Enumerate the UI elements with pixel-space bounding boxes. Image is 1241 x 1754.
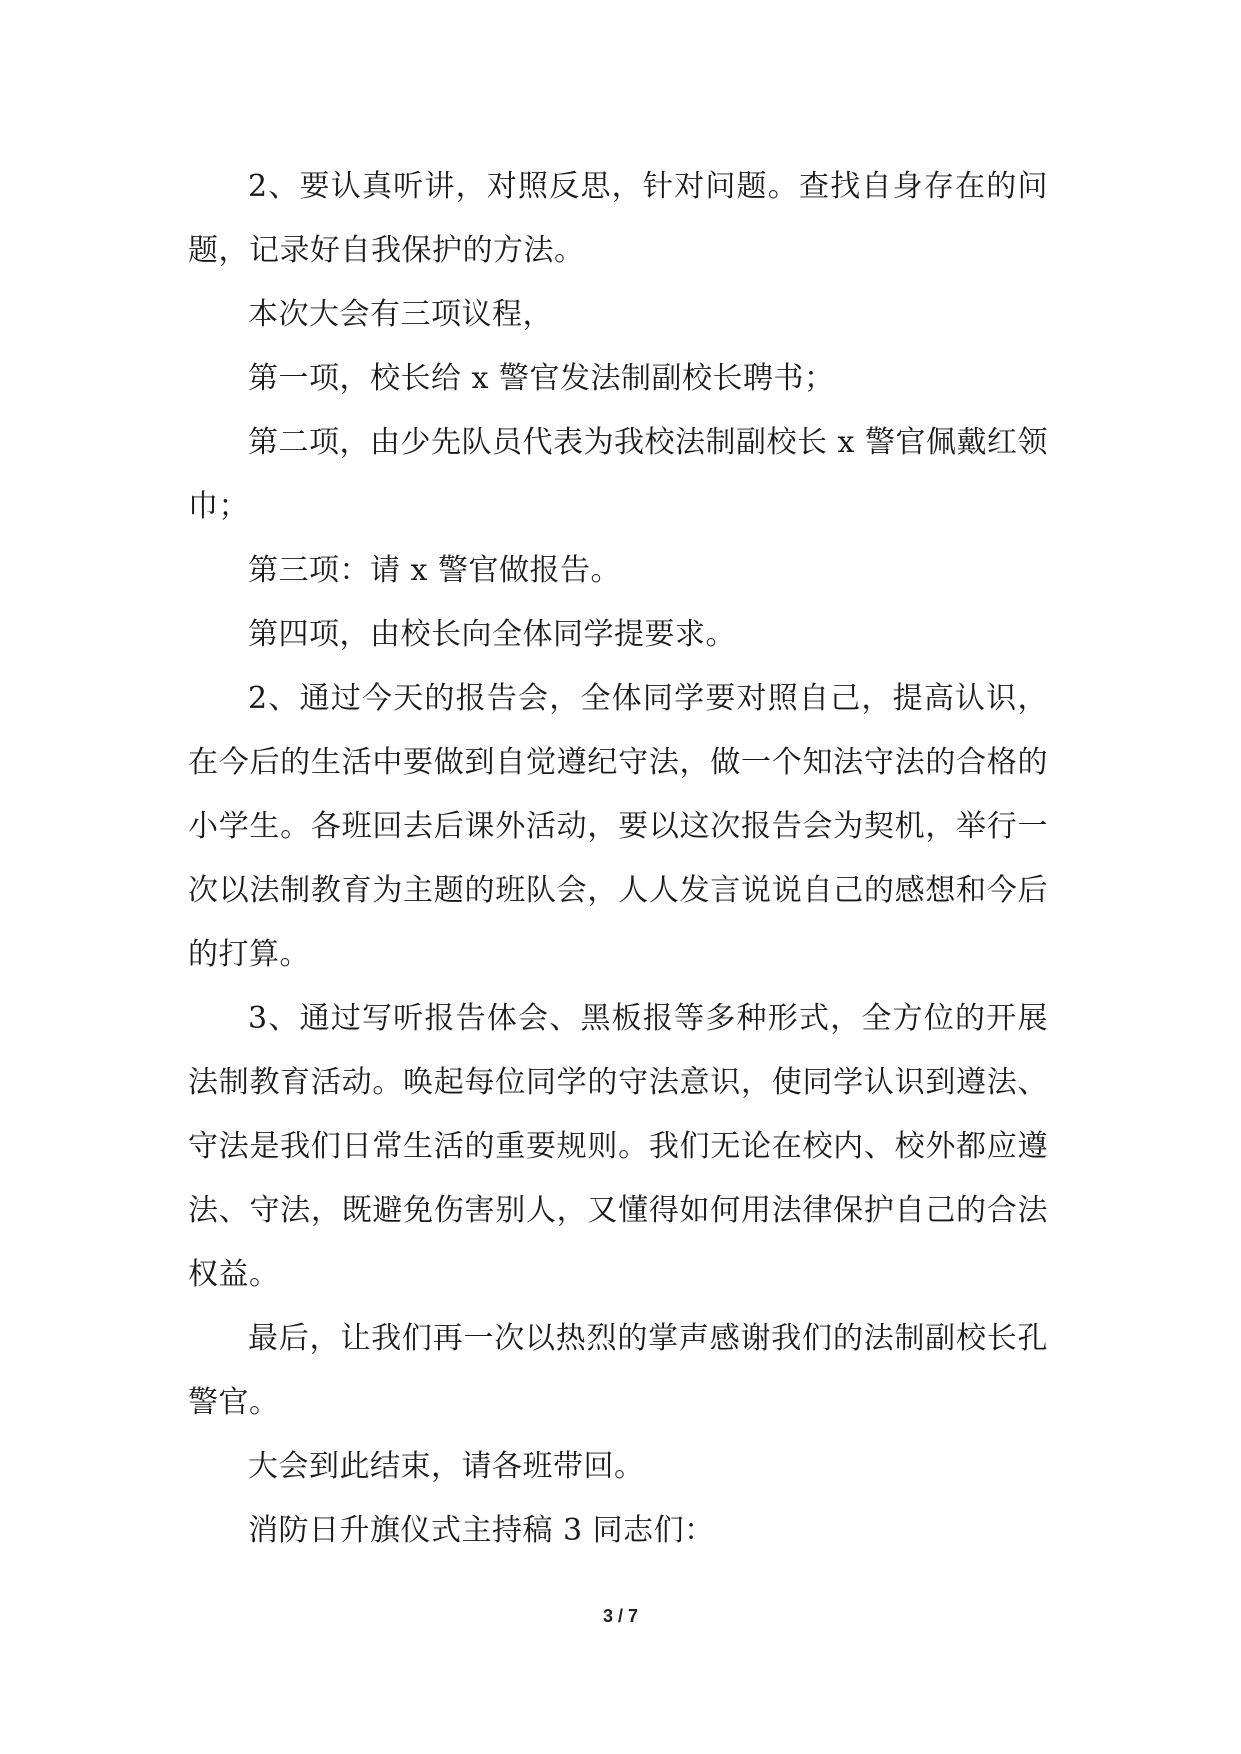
paragraph: 第三项：请 x 警官做报告。: [248, 553, 621, 588]
paragraph: 消防日升旗仪式主持稿 3 同志们：: [248, 1513, 715, 1548]
paragraph: 大会到此结束，请各班带回。: [248, 1449, 645, 1484]
paragraph: 第一项，校长给 x 警官发法制副校长聘书；: [248, 361, 835, 396]
paragraph: 3、通过写听报告体会、黑板报等多种形式，全方位的开展法制教育活动。唤起每位同学的守法意识，使同学认识到遵法、守法是我们日常生活的重要规则。我们无论在校内、校外都应遵法、守法，既避免伤害别人，又懂得如何用法律保护自己的合法权益。: [188, 1001, 1048, 1292]
paragraph: 2、要认真听讲，对照反思，针对问题。查找自身存在的问题，记录好自我保护的方法。: [188, 169, 1048, 268]
paragraph: 2、通过今天的报告会，全体同学要对照自己，提高认识，在今后的生活中要做到自觉遵纪守法，做一个知法守法的合格的小学生。各班回去后课外活动，要以这次报告会为契机，举行一次以法制教育为主题的班队会，人人发言说说自己的感想和今后的打算。: [188, 681, 1048, 972]
paragraph: 第二项，由少先队员代表为我校法制副校长 x 警官佩戴红领巾；: [188, 425, 1048, 524]
document-body: [188, 155, 1048, 1563]
paragraph: 本次大会有三项议程，: [248, 297, 553, 332]
page-number: 3 / 7: [602, 1606, 639, 1626]
paragraph: 第四项，由校长向全体同学提要求。: [248, 617, 736, 652]
paragraph: 最后，让我们再一次以热烈的掌声感谢我们的法制副校长孔警官。: [188, 1321, 1048, 1420]
